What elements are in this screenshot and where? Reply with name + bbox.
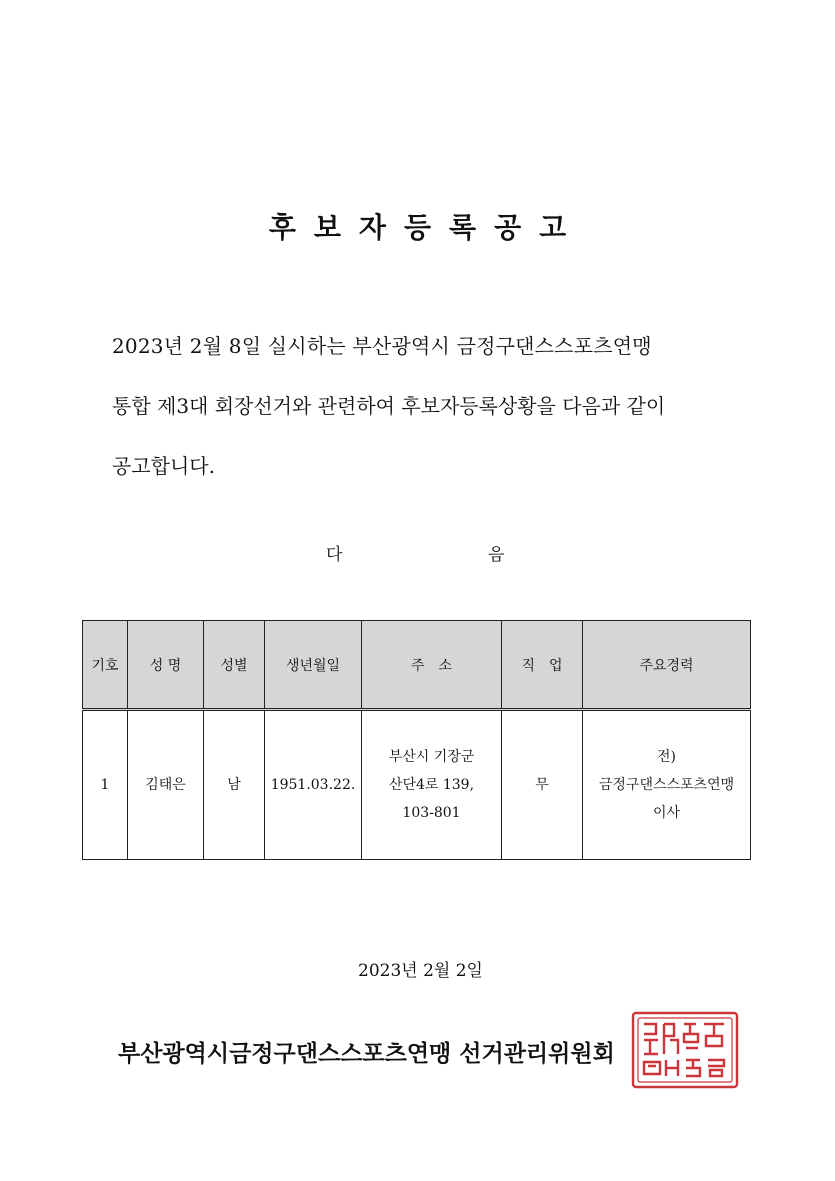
issuing-organization: 부산광역시금정구댄스스포츠연맹 선거관리위원회 bbox=[118, 1040, 615, 1067]
header-name: 성 명 bbox=[128, 621, 204, 710]
notice-paragraph-line-1: 2023년 2월 8일 실시하는 부산광역시 금정구댄스스포츠연맹 bbox=[112, 334, 652, 358]
address-line-1: 부산시 기장군 bbox=[388, 749, 475, 765]
career-line-2: 금정구댄스스포츠연맹 bbox=[598, 777, 735, 793]
header-gender: 성별 bbox=[204, 621, 265, 710]
address-line-2: 산단4로 139, bbox=[388, 777, 475, 793]
cell-address bbox=[362, 710, 502, 860]
header-number: 기호 bbox=[83, 621, 128, 710]
section-label-eum: 음 bbox=[488, 545, 505, 565]
notice-date: 2023년 2월 2일 bbox=[358, 961, 483, 981]
document-title: 후보자등록공고 bbox=[268, 211, 585, 244]
cell-career bbox=[583, 710, 751, 860]
address-line-3: 103-801 bbox=[402, 805, 461, 821]
cell-job: 무 bbox=[502, 710, 583, 860]
notice-paragraph-line-3: 공고합니다. bbox=[112, 454, 215, 478]
header-career: 주요경력 bbox=[583, 621, 751, 710]
cell-name: 김태은 bbox=[128, 710, 204, 860]
cell-gender: 남 bbox=[204, 710, 265, 860]
header-birth: 생년월일 bbox=[265, 621, 362, 710]
cell-number: 1 bbox=[83, 710, 128, 860]
career-line-3: 이사 bbox=[652, 805, 681, 821]
official-seal-icon bbox=[630, 1010, 740, 1090]
section-label-da: 다 bbox=[326, 545, 343, 565]
cell-birth: 1951.03.22. bbox=[265, 710, 362, 860]
candidate-table bbox=[82, 620, 751, 860]
table-header-row bbox=[83, 621, 751, 710]
header-job: 직 업 bbox=[502, 621, 583, 710]
career-line-1: 전) bbox=[657, 749, 676, 765]
notice-paragraph-line-2: 통합 제3대 회장선거와 관련하여 후보자등록상황을 다음과 같이 bbox=[112, 394, 666, 418]
header-address: 주 소 bbox=[362, 621, 502, 710]
table-row bbox=[83, 710, 751, 860]
